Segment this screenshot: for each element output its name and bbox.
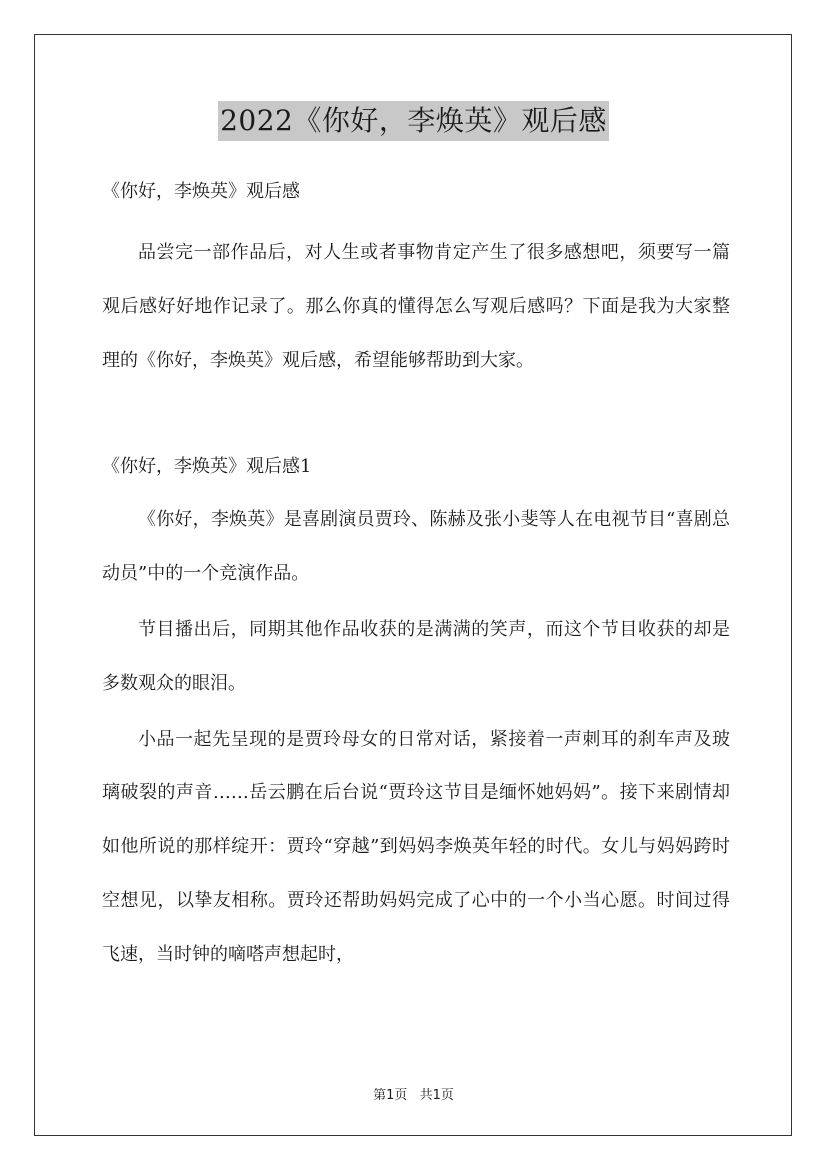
body-paragraph: 《你好，李焕英》是喜剧演员贾玲、陈赫及张小斐等人在电视节目“喜剧总动员”中的一个竞演作品。 [102,509,730,585]
page-number: 第1页 [373,1088,408,1103]
document-body [102,170,730,984]
page-footer [0,1084,827,1103]
document-subtitle: 《你好，李焕英》观后感 [102,181,300,202]
body-paragraph: 节目播出后，同期其他作品收获的是满满的笑声，而这个节目收获的却是多数观众的眼泪。 [102,618,730,694]
intro-paragraph: 品尝完一部作品后，对人生或者事物肯定产生了很多感想吧，须要写一篇观后感好好地作记录了。那么你真的懂得怎么写观后感吗？下面是我为大家整理的《你好，李焕英》观后感，希望能够帮助到大家。 [102,242,730,371]
body-paragraph: 小品一起先呈现的是贾玲母女的日常对话，紧接着一声刺耳的刹车声及玻璃破裂的声音……岳云鹏在后台说“贾玲这节目是缅怀她妈妈”。接下来剧情却如他所说的那样绽开：贾玲“穿越”到妈妈李焕英年轻的时代。女儿与妈妈跨时空想见，以挚友相称。贾玲还帮助妈妈完成了心中的一个小当心愿。时间过得飞速，当时钟的嘀嗒声想起时， [102,728,730,965]
page-total: 共1页 [419,1088,454,1103]
title-container [0,101,827,141]
section-heading: 《你好，李焕英》观后感1 [102,456,312,478]
document-title: 2022《你好，李焕英》观后感 [218,101,609,141]
